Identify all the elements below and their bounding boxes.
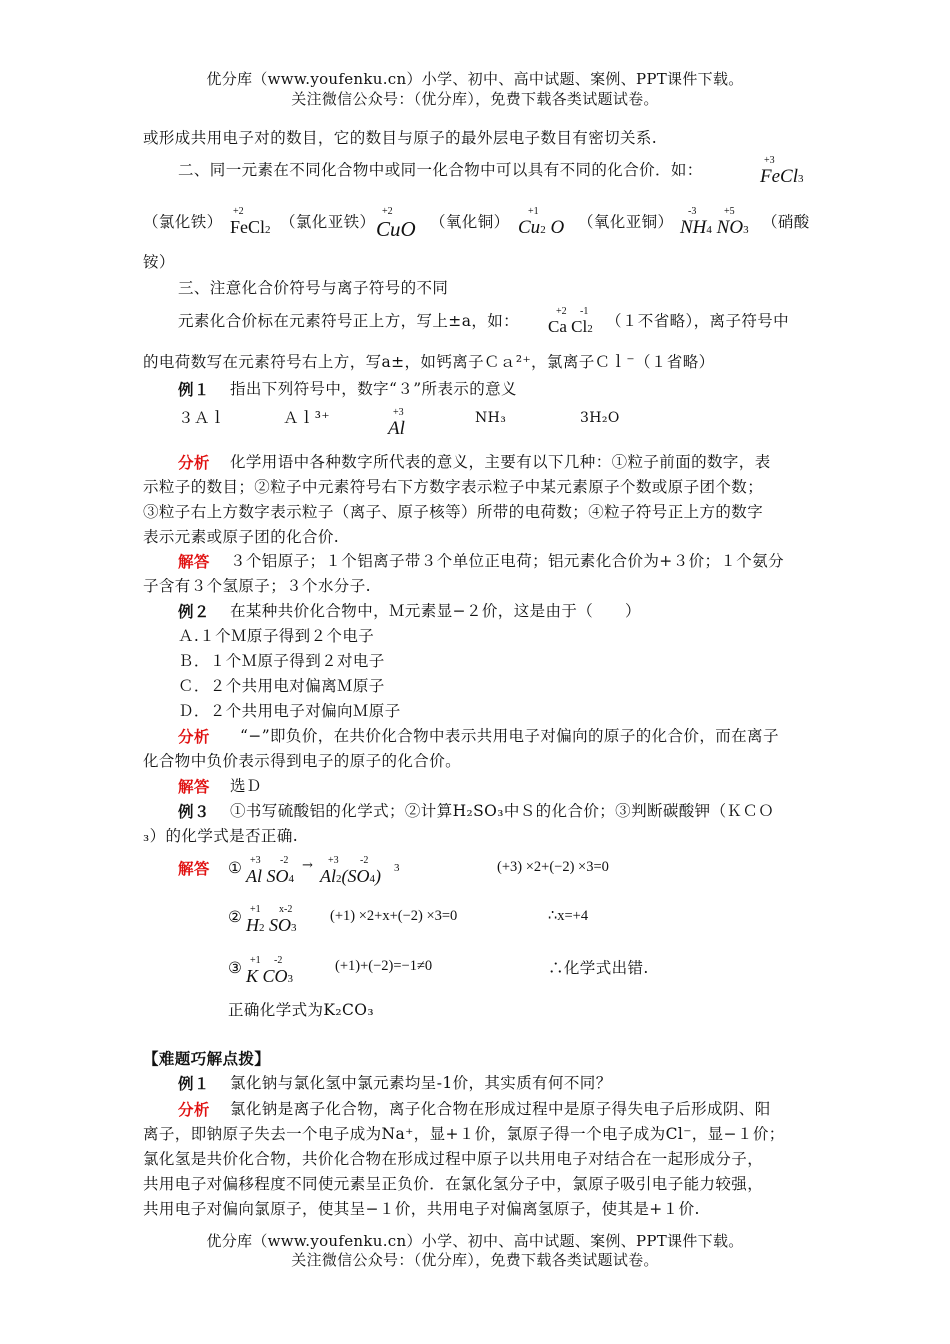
paragraph-continuation: 或形成共用电子对的数目，它的数目与原子的最外层电子数目有密切关系. bbox=[143, 129, 658, 147]
ex3-conclusion: 正确化学式为K₂CO₃ bbox=[228, 1001, 374, 1019]
page-footer-line2: 关注微信公众号：（优分库），免费下载各类试题试卷。 bbox=[291, 1251, 659, 1269]
name-nh4no3: （硝酸 bbox=[762, 213, 810, 231]
ex3-step3-calc: (+1)+(−2)=−1≠0 bbox=[335, 958, 433, 974]
name-cu2o: （氧化亚铜） bbox=[578, 213, 674, 231]
ex3-step1-number: ① bbox=[228, 859, 243, 877]
name-fecl2: （氯化亚铁） bbox=[280, 213, 376, 231]
point-three-title: 三、注意化合价符号与离子符号的不同 bbox=[178, 279, 449, 297]
ex1-analysis-line: 示粒子的数目；②粒子中元素符号右下方数字表示粒子中某元素原子个数或原子团个数； bbox=[143, 478, 764, 496]
ex1-answer-line: 子含有３个氢原子；３个水分子. bbox=[143, 577, 371, 595]
section-analysis-line: 氯化氢是共价化合物，共价化合物在形成过程中原子以共用电子对结合在一起形成分子， bbox=[143, 1150, 764, 1168]
ex3-step2-calc: (+1) ×2+x+(−2) ×3=0 bbox=[330, 908, 458, 924]
ex3-step1-calc: (+3) ×2+(−2) ×3=0 bbox=[497, 859, 609, 875]
ex3-step2-result: ∴x=+4 bbox=[548, 908, 589, 924]
ex3-answer-label: 解答 bbox=[178, 859, 210, 878]
page-header-line2: 关注微信公众号：（优分库），免费下载各类试题试卷。 bbox=[291, 90, 659, 108]
ex1-analysis-line: 表示元素或原子团的化合价. bbox=[143, 528, 340, 546]
section-analysis-line: 离子，即钠原子失去一个电子成为Na⁺，显+１价，氯原子得一个电子成为Cl⁻，显−１价； bbox=[143, 1125, 785, 1143]
example-1-label: 例１ bbox=[178, 380, 210, 399]
ex2-option-b: Ｂ．１个Ｍ原子得到２对电子 bbox=[178, 652, 385, 670]
example-2-question: 在某种共价化合物中，Ｍ元素显−２价，这是由于（ ） bbox=[230, 602, 641, 620]
point-three-line2: 的电荷数写在元素符号右上方，写a±，如钙离子Ｃａ²⁺，氯离子Ｃｌ⁻（１省略） bbox=[143, 353, 715, 371]
section-example-label: 例１ bbox=[178, 1074, 210, 1093]
name-cuo: （氧化铜） bbox=[430, 213, 510, 231]
ex1-symbol-3al: ３Ａｌ bbox=[178, 409, 226, 427]
ex2-option-d: Ｄ．２个共用电子对偏向Ｍ原子 bbox=[178, 702, 401, 720]
ex1-symbol-3h2o: 3H₂O bbox=[580, 410, 620, 426]
ex2-analysis-label: 分析 bbox=[178, 727, 210, 746]
ex2-option-a: Ａ.１个Ｍ原子得到２个电子 bbox=[178, 627, 375, 645]
example-3-question-tail: ₃）的化学式是否正确. bbox=[143, 827, 299, 845]
ex1-analysis-line: ③粒子右上方数字表示粒子（离子、原子核等）所带的电荷数；④粒子符号正上方的数字 bbox=[143, 503, 764, 521]
point-two-text: 二、同一元素在不同化合物中或同一化合物中可以具有不同的化合价．如： bbox=[178, 161, 703, 179]
page-footer-line1: 优分库（www.youfenku.cn）小学、初中、高中试题、案例、PPT课件下载。 bbox=[206, 1232, 744, 1250]
ex1-symbol-al3plus: Ａｌ³⁺ bbox=[283, 409, 330, 427]
ex2-analysis-line: 化合物中负价表示得到电子的原子的化合价。 bbox=[143, 752, 462, 770]
ex3-step3-number: ③ bbox=[228, 959, 243, 977]
section-title: 【难题巧解点拨】 bbox=[143, 1049, 271, 1068]
ex3-step3-result: ∴化学式出错. bbox=[548, 959, 649, 977]
section-analysis-line: 氯化钠是离子化合物，离子化合物在形成过程中是原子得失电子后形成阴、阳 bbox=[230, 1100, 771, 1118]
ex2-analysis-line: “−”即负价，在共价化合物中表示共用电子对偏向的原子的化合价，而在离子 bbox=[240, 727, 779, 745]
example-3-question: ①书写硫酸铝的化学式；②计算H₂SO₃中Ｓ的化合价；③判断碳酸钾（ＫＣＯ bbox=[230, 802, 775, 820]
ex1-answer-label: 解答 bbox=[178, 552, 210, 571]
ex1-answer-line: ３个铝原子；１个铝离子带３个单位正电荷；铝元素化合价为+３价；１个氨分 bbox=[230, 552, 784, 570]
name-fecl3: （氯化铁） bbox=[143, 213, 223, 231]
section-analysis-line: 共用电子对偏移程度不同使元素呈正负价．在氯化氢分子中，氯原子吸引电子能力较强， bbox=[143, 1175, 764, 1193]
example-1-question: 指出下列符号中，数字“３”所表示的意义 bbox=[230, 380, 517, 398]
section-analysis-line: 共用电子对偏向氯原子，使其呈−１价，共用电子对偏离氢原子，使其是+１价. bbox=[143, 1200, 700, 1218]
point-three-line1a: 元素化合价标在元素符号正上方，写上±a，如： bbox=[178, 312, 520, 330]
ex3-step1-arrow: → bbox=[302, 858, 313, 873]
ex1-analysis-line: 化学用语中各种数字所代表的意义，主要有以下几种：①粒子前面的数字，表 bbox=[230, 453, 771, 471]
ex2-answer: 选Ｄ bbox=[230, 777, 262, 795]
example-2-label: 例２ bbox=[178, 602, 210, 621]
name-nh4no3-tail: 铵） bbox=[143, 253, 175, 271]
ex1-analysis-label: 分析 bbox=[178, 453, 210, 472]
ex2-answer-label: 解答 bbox=[178, 777, 210, 796]
example-3-label: 例３ bbox=[178, 802, 210, 821]
ex3-step2-number: ② bbox=[228, 908, 243, 926]
section-analysis-label: 分析 bbox=[178, 1100, 210, 1119]
page-header-line1: 优分库（www.youfenku.cn）小学、初中、高中试题、案例、PPT课件下载。 bbox=[206, 70, 744, 88]
ex2-option-c: Ｃ．２个共用电对偏离Ｍ原子 bbox=[178, 677, 385, 695]
section-question: 氯化钠与氯化氢中氯元素均呈-1价，其实质有何不同？ bbox=[230, 1074, 612, 1092]
point-three-line1b: （１不省略），离子符号中 bbox=[606, 312, 790, 330]
ex1-symbol-nh3: NH₃ bbox=[475, 410, 507, 426]
